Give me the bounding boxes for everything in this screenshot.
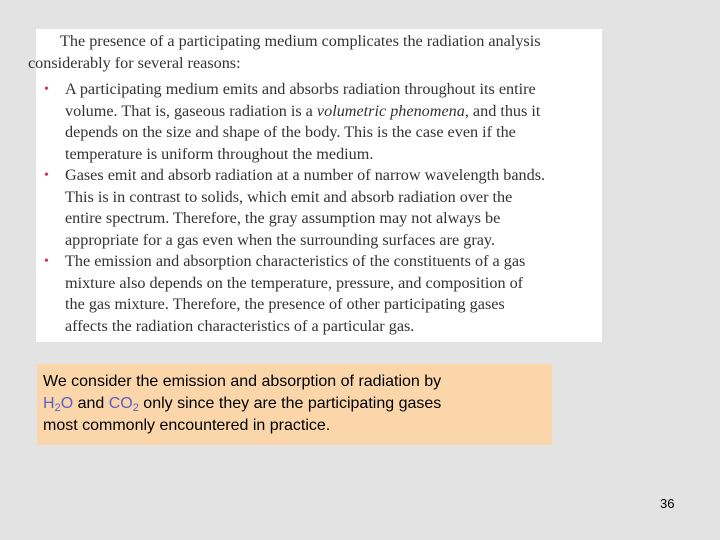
intro-paragraph	[28, 31, 594, 74]
bullet-1-line-4: temperature is uniform throughout the medium.	[65, 144, 374, 163]
h2o-subscript: 2	[54, 402, 61, 414]
bullet-2-line-3: entire spectrum. Therefore, the gray assumption may not always be	[65, 209, 501, 227]
bullet-3-line-2: mixture also depends on the temperature, pressure, and composition of	[65, 273, 524, 292]
bullet-1-line-2	[65, 101, 594, 123]
and-text: and	[73, 395, 109, 412]
intro-line-1: The presence of a participating medium complicates the radiation analysis	[60, 32, 541, 50]
reasons-list	[44, 79, 594, 337]
co2-co: CO	[108, 395, 133, 412]
bullet-1-line-2-post: , and thus it	[464, 101, 541, 120]
callout-line-3: most commonly encountered in practice.	[43, 417, 331, 434]
co2-formula	[109, 395, 139, 412]
intro-line-2: considerably for several reasons:	[28, 53, 241, 72]
bullet-icon: •	[44, 254, 49, 269]
h2o-h: H	[43, 395, 55, 412]
co2-subscript: 2	[132, 402, 139, 414]
bullet-1-line-1: A participating medium emits and absorbs radiation throughout its entire	[65, 80, 536, 98]
bullet-2-line-1: Gases emit and absorb radiation at a number of narrow wavelength bands.	[65, 166, 546, 184]
callout-line-1: We consider the emission and absorption of radiation by	[43, 373, 442, 390]
bullet-icon: •	[44, 82, 49, 97]
bullet-icon: •	[44, 168, 49, 183]
bullet-3-line-4: affects the radiation characteristics of a particular gas.	[65, 316, 415, 335]
bullet-1-line-2-pre: volume. That is, gaseous radiation is a	[65, 101, 317, 120]
callout-line-2-rest: only since they are the participating gases	[138, 395, 442, 412]
page-number: 36	[660, 496, 675, 511]
list-item	[44, 251, 594, 337]
text-panel	[28, 29, 602, 342]
list-item	[44, 79, 594, 165]
bullet-2-line-4: appropriate for a gas even when the surrounding surfaces are gray.	[65, 230, 495, 249]
bullet-3-line-1: The emission and absorption characteristics of the constituents of a gas	[65, 252, 526, 270]
bullet-3-line-3: the gas mixture. Therefore, the presence of other participating gases	[65, 295, 505, 313]
list-item	[44, 165, 594, 251]
callout-line-2	[43, 393, 546, 415]
bullet-1-line-3: depends on the size and shape of the body. This is the case even if the	[65, 123, 516, 141]
h2o-o: O	[60, 395, 74, 412]
bullet-2-line-2: This is in contrast to solids, which emit and absorb radiation over the	[65, 187, 513, 206]
callout-box	[37, 364, 552, 445]
volumetric-phenomena-emphasis: volumetric phenomena	[316, 101, 465, 120]
h2o-formula	[43, 395, 73, 412]
